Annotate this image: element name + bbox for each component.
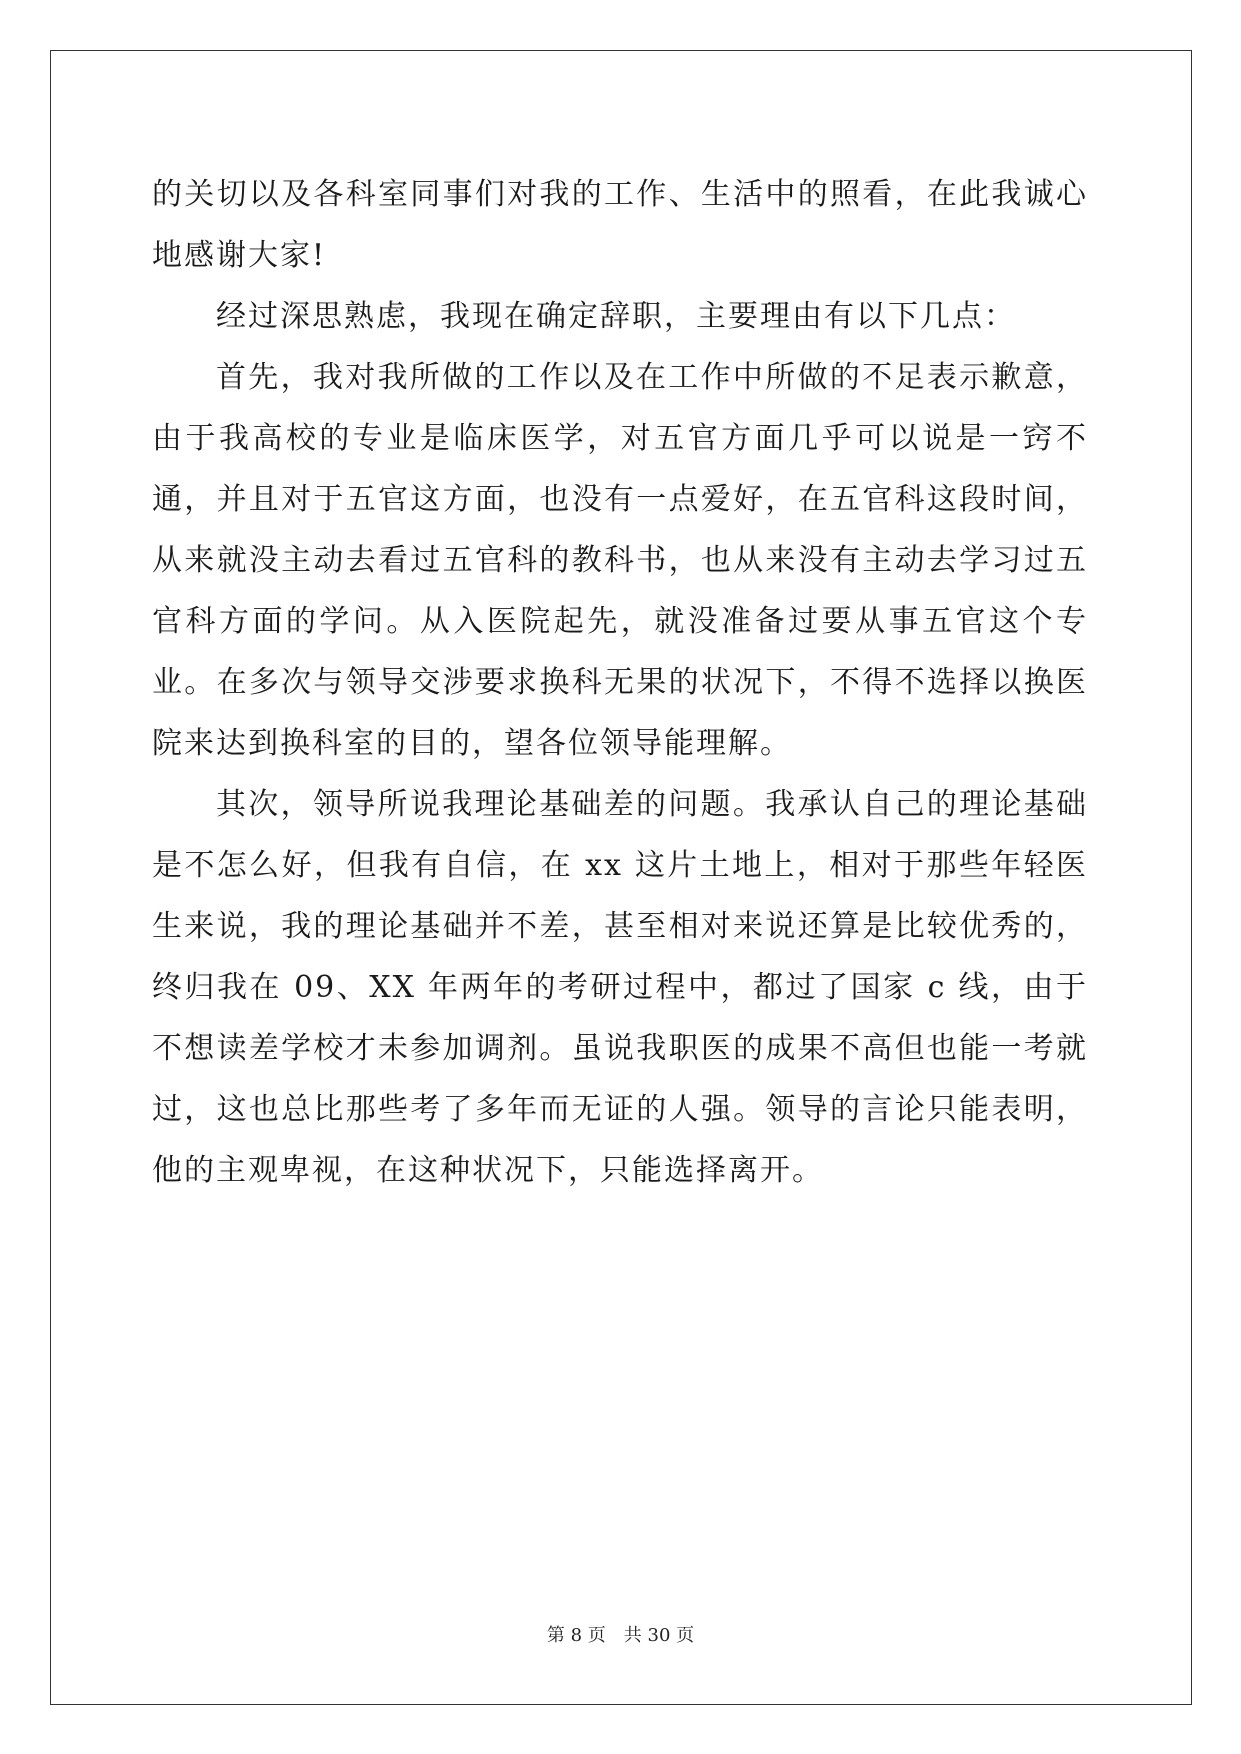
paragraph-4: 其次，领导所说我理论基础差的问题。我承认自己的理论基础是不怎么好，但我有自信，在 xx 这片土地上，相对于那些年轻医生来说，我的理论基础并不差，甚至相对来说还算是比较优秀的，终归我在 09、XX 年两年的考研过程中，都过了国家 c 线，由于不想读差学校才未参加调剂。虽说我职医的成果不高但也能一考就过，这也总比那些考了多年而无证的人强。领导的言论只能表明，他的主观卑视，在这种状况下，只能选择离开。 xyxy=(152,787,1088,1188)
page-footer xyxy=(0,1624,1241,1648)
page-total: 共 30 页 xyxy=(623,1625,695,1646)
document-body xyxy=(152,164,1088,1201)
paragraph-1: 的关切以及各科室同事们对我的工作、生活中的照看，在此我诚心地感谢大家! xyxy=(152,177,1088,273)
page-number: 第 8 页 xyxy=(546,1625,606,1646)
paragraph-2: 经过深思熟虑，我现在确定辞职，主要理由有以下几点： xyxy=(216,299,1016,334)
paragraph-3: 首先，我对我所做的工作以及在工作中所做的不足表示歉意，由于我高校的专业是临床医学，对五官方面几乎可以说是一窍不通，并且对于五官这方面，也没有一点爱好，在五官科这段时间，从来就没主动去看过五官科的教科书，也从来没有主动去学习过五官科方面的学问。从入医院起先，就没准备过要从事五官这个专业。在多次与领导交涉要求换科无果的状况下，不得不选择以换医院来达到换科室的目的，望各位领导能理解。 xyxy=(152,360,1088,761)
